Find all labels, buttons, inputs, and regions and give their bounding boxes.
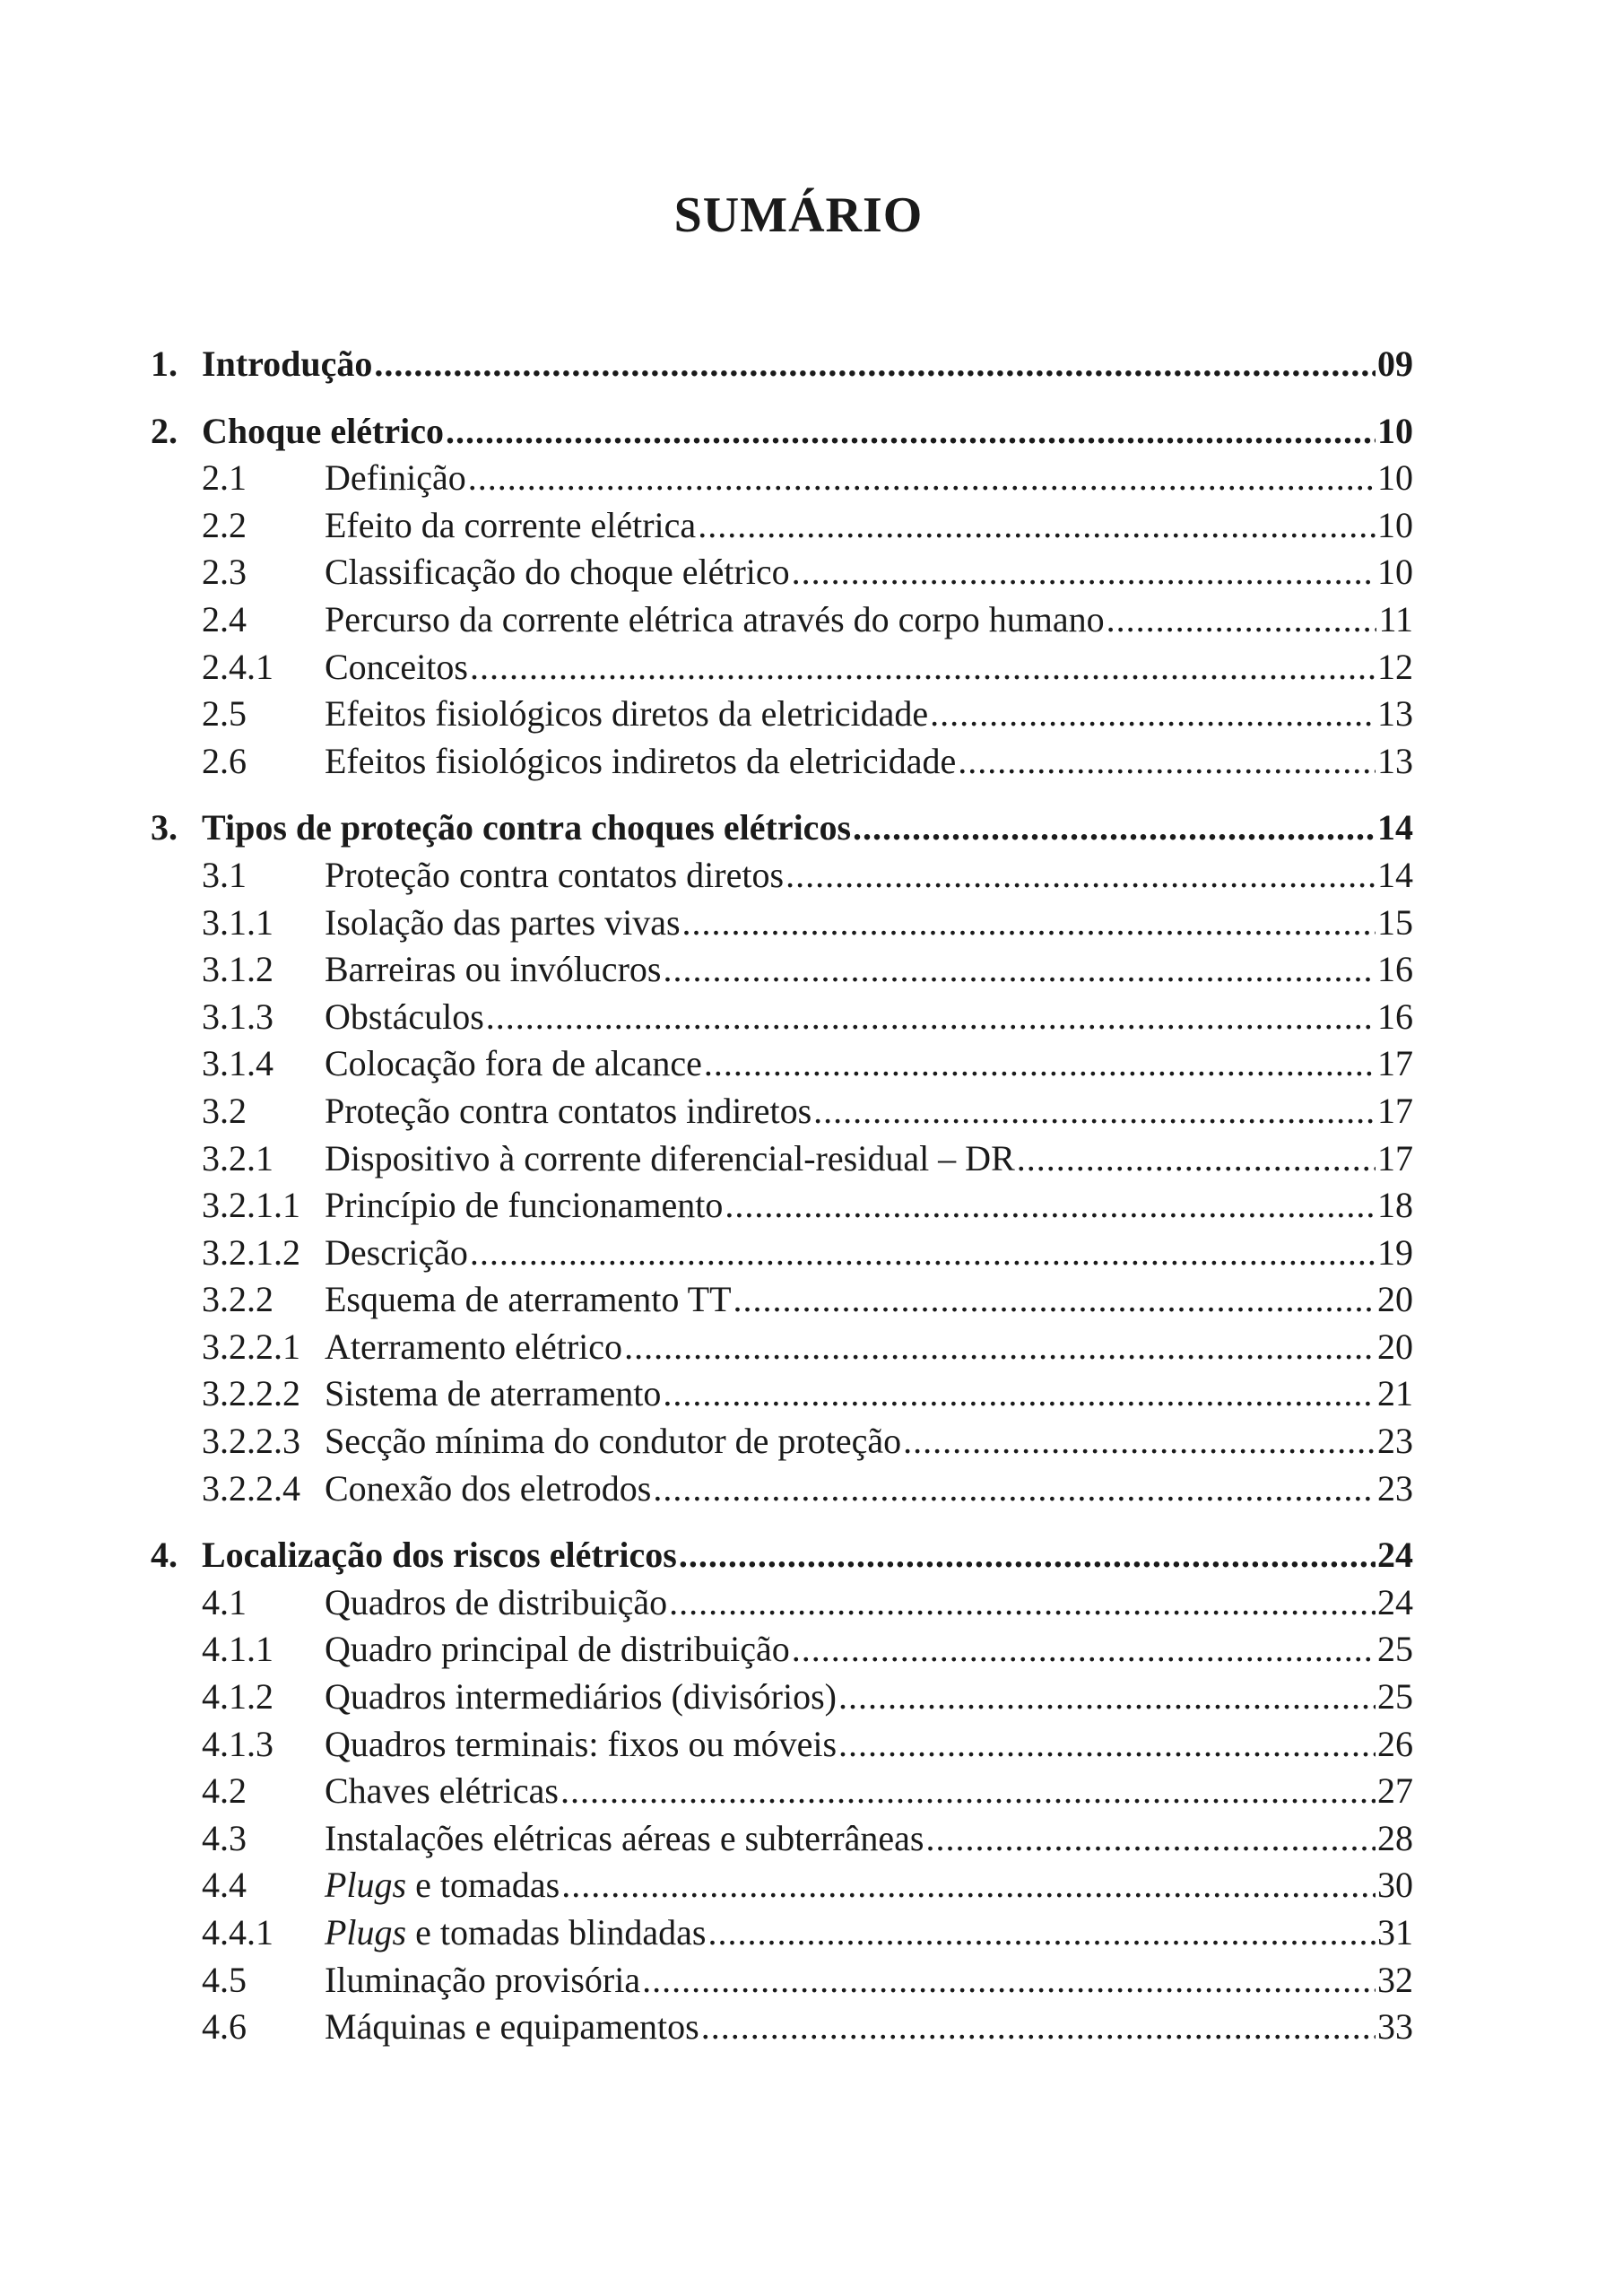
subsection-title: Quadros intermediários (divisórios) [325, 1676, 837, 1718]
toc-subsection-entry[interactable] [151, 900, 1413, 947]
subsection-number: 2.4.1 [202, 646, 273, 687]
chapter-number: 4. [151, 1535, 178, 1576]
subsection-number: 4.2 [202, 1770, 247, 1812]
chapter-number: 3. [151, 807, 178, 848]
dot-leader [468, 455, 1376, 502]
subsection-number: 3.2.1.1 [202, 1185, 300, 1226]
dot-leader [663, 1370, 1376, 1418]
dot-leader [682, 900, 1376, 947]
subsection-title: Colocação fora de alcance [325, 1043, 702, 1084]
subsection-number: 4.1 [202, 1581, 247, 1622]
subsection-number: 3.2.2 [202, 1279, 273, 1320]
subsection-title: Definição [325, 457, 466, 499]
toc-section [151, 804, 1413, 1512]
dot-leader [792, 549, 1376, 596]
dot-leader [663, 946, 1376, 994]
toc-subsection-entry[interactable] [151, 1768, 1413, 1815]
toc-subsection-entry[interactable] [151, 1135, 1413, 1183]
dot-leader [704, 1040, 1376, 1088]
dot-leader [785, 852, 1376, 900]
page-number: 20 [1377, 1279, 1413, 1320]
page-number: 25 [1377, 1629, 1413, 1670]
page-number: 16 [1377, 996, 1413, 1037]
toc-subsection-entry[interactable] [151, 1324, 1413, 1371]
subsection-number: 4.1.3 [202, 1723, 273, 1764]
dot-leader [792, 1626, 1376, 1674]
page-number: 28 [1377, 1817, 1413, 1858]
page-number: 33 [1377, 2006, 1413, 2048]
subsection-title: Instalações elétricas aéreas e subterrâneas [325, 1817, 924, 1858]
subsection-number: 4.3 [202, 1817, 247, 1858]
subsection-title [325, 1862, 560, 1909]
page-number: 11 [1378, 598, 1413, 639]
subsection-number: 2.1 [202, 457, 247, 499]
dot-leader [642, 1957, 1376, 2005]
page-number: 10 [1377, 504, 1413, 545]
subsection-title: Máquinas e equipamentos [325, 2006, 699, 2048]
dot-leader [486, 994, 1376, 1041]
dot-leader [733, 1276, 1376, 1324]
subsection-number: 3.2.2.4 [202, 1467, 300, 1509]
subsection-number: 3.2 [202, 1090, 247, 1131]
dot-leader [958, 738, 1376, 786]
subsection-title: Obstáculos [325, 996, 484, 1037]
subsection-title: Proteção contra contatos indiretos [325, 1090, 812, 1131]
dot-leader [560, 1768, 1376, 1815]
toc-subsection-entry[interactable] [151, 1465, 1413, 1513]
subsection-title: Proteção contra contatos diretos [325, 854, 785, 895]
subsection-number: 4.4 [202, 1865, 247, 1906]
subsection-number: 4.1.1 [202, 1629, 273, 1670]
dot-leader [838, 1674, 1376, 1721]
subsection-title: Secção mínima do condutor de proteção [325, 1421, 902, 1462]
page-number: 16 [1377, 949, 1413, 990]
toc-subsection-entry[interactable] [151, 852, 1413, 900]
toc-chapter-entry[interactable] [151, 341, 1413, 388]
subsection-number: 3.1.4 [202, 1043, 273, 1084]
subsection-number: 2.4 [202, 598, 247, 639]
dot-leader [1107, 596, 1377, 644]
toc-subsection-entry[interactable] [151, 1182, 1413, 1230]
toc-section [151, 341, 1413, 388]
subsection-title: Efeitos fisiológicos diretos da eletricidade [325, 693, 929, 735]
toc-subsection-entry[interactable] [151, 1862, 1413, 1909]
toc-subsection-entry[interactable] [151, 1418, 1413, 1465]
page-number: 20 [1377, 1326, 1413, 1367]
dot-leader [470, 644, 1376, 691]
toc-subsection-entry[interactable] [151, 596, 1413, 644]
subsection-title: Chaves elétricas [325, 1770, 559, 1812]
toc-subsection-entry[interactable] [151, 455, 1413, 502]
page-number: 21 [1377, 1373, 1413, 1414]
toc-chapter-entry[interactable] [151, 408, 1413, 456]
page-number: 24 [1377, 1581, 1413, 1622]
subsection-number: 3.1.2 [202, 949, 273, 990]
dot-leader [853, 804, 1376, 852]
page-number: 17 [1377, 1043, 1413, 1084]
dot-leader [669, 1579, 1376, 1627]
subsection-title: Quadro principal de distribuição [325, 1629, 790, 1670]
page-number: 14 [1377, 854, 1413, 895]
chapter-title: Introdução [202, 344, 373, 384]
toc-subsection-entry[interactable] [151, 691, 1413, 738]
toc-subsection-entry[interactable] [151, 1088, 1413, 1135]
page-number: 26 [1377, 1723, 1413, 1764]
dot-leader [561, 1862, 1376, 1909]
toc-subsection-entry[interactable] [151, 549, 1413, 596]
chapter-title: Localização dos riscos elétricos [202, 1535, 677, 1576]
subsection-number: 3.2.1 [202, 1137, 273, 1178]
toc-subsection-entry[interactable] [151, 1230, 1413, 1277]
toc-subsection-entry[interactable] [151, 1626, 1413, 1674]
subsection-title-rest: e tomadas [406, 1865, 560, 1906]
page-number: 30 [1377, 1865, 1413, 1906]
dot-leader [725, 1182, 1376, 1230]
subsection-title: Efeitos fisiológicos indiretos da eletricidade [325, 740, 957, 781]
toc-chapter-entry[interactable] [151, 1532, 1413, 1579]
dot-leader [813, 1088, 1376, 1135]
subsection-number: 4.1.2 [202, 1676, 273, 1718]
subsection-number: 4.6 [202, 2006, 247, 2048]
page-number: 10 [1377, 552, 1413, 593]
page-number: 12 [1377, 646, 1413, 687]
subsection-number: 3.2.2.1 [202, 1326, 300, 1367]
subsection-number: 3.1 [202, 854, 247, 895]
toc-subsection-entry[interactable] [151, 1674, 1413, 1721]
dot-leader [698, 502, 1376, 550]
page-number: 09 [1377, 344, 1413, 384]
page-number: 13 [1377, 740, 1413, 781]
subsection-number: 2.3 [202, 552, 247, 593]
subsection-title [325, 1909, 706, 1957]
subsection-title: Dispositivo à corrente diferencial-residual – DR [325, 1137, 1015, 1178]
page-number: 17 [1377, 1137, 1413, 1178]
subsection-number: 2.5 [202, 693, 247, 735]
subsection-title: Sistema de aterramento [325, 1373, 662, 1414]
toc-chapter-entry[interactable] [151, 804, 1413, 852]
toc-subsection-entry[interactable] [151, 1579, 1413, 1627]
page-number: 18 [1377, 1185, 1413, 1226]
toc-subsection-entry[interactable] [151, 1370, 1413, 1418]
subsection-title: Barreiras ou invólucros [325, 949, 662, 990]
chapter-title: Tipos de proteção contra choques elétricos [202, 807, 852, 848]
subsection-title: Isolação das partes vivas [325, 901, 681, 943]
subsection-number: 3.2.1.2 [202, 1231, 300, 1273]
toc-section [151, 1532, 1413, 2051]
dot-leader [707, 1909, 1376, 1957]
toc-section [151, 408, 1413, 786]
toc-subsection-entry[interactable] [151, 994, 1413, 1041]
subsection-number: 4.5 [202, 1959, 247, 2000]
page-number: 23 [1377, 1421, 1413, 1462]
subsection-title-italic: Plugs [325, 1865, 407, 1906]
subsection-title-rest: e tomadas blindadas [406, 1912, 707, 1952]
subsection-number: 2.2 [202, 504, 247, 545]
subsection-title: Princípio de funcionamento [325, 1185, 724, 1226]
subsection-title: Aterramento elétrico [325, 1326, 623, 1367]
toc-subsection-entry[interactable] [151, 2004, 1413, 2051]
subsection-number: 3.1.1 [202, 901, 273, 943]
page-number: 14 [1377, 807, 1413, 848]
toc-subsection-entry[interactable] [151, 1909, 1413, 1957]
page-number: 24 [1377, 1535, 1413, 1576]
chapter-number: 1. [151, 344, 178, 384]
page-title: SUMÁRIO [673, 187, 924, 243]
toc-subsection-entry[interactable] [151, 1040, 1413, 1088]
subsection-title: Classificação do choque elétrico [325, 552, 790, 593]
toc-subsection-entry[interactable] [151, 738, 1413, 786]
dot-leader [926, 1815, 1376, 1863]
subsection-title: Conexão dos eletrodos [325, 1467, 652, 1509]
dot-leader [624, 1324, 1376, 1371]
subsection-number: 4.4.1 [202, 1912, 273, 1952]
dot-leader [930, 691, 1376, 738]
toc-subsection-entry[interactable] [151, 644, 1413, 691]
page-number: 31 [1377, 1912, 1413, 1952]
dot-leader [679, 1532, 1376, 1579]
toc-subsection-entry[interactable] [151, 1957, 1413, 2005]
page-number: 13 [1377, 693, 1413, 735]
subsection-title: Quadros de distribuição [325, 1581, 668, 1622]
page-number: 19 [1377, 1231, 1413, 1273]
page-number: 25 [1377, 1676, 1413, 1718]
page-number: 10 [1377, 457, 1413, 499]
toc-subsection-entry[interactable] [151, 1721, 1413, 1769]
dot-leader [446, 408, 1376, 456]
table-of-contents [151, 341, 1413, 2071]
chapter-title: Choque elétrico [202, 410, 444, 451]
toc-subsection-entry[interactable] [151, 946, 1413, 994]
chapter-number: 2. [151, 410, 178, 451]
subsection-title: Quadros terminais: fixos ou móveis [325, 1723, 838, 1764]
subsection-title: Percurso da corrente elétrica através do corpo humano [325, 598, 1105, 639]
toc-subsection-entry[interactable] [151, 502, 1413, 550]
dot-leader [903, 1418, 1376, 1465]
toc-subsection-entry[interactable] [151, 1276, 1413, 1324]
subsection-title: Efeito da corrente elétrica [325, 504, 697, 545]
dot-leader [838, 1721, 1376, 1769]
subsection-number: 3.1.3 [202, 996, 273, 1037]
subsection-number: 2.6 [202, 740, 247, 781]
page-number: 23 [1377, 1467, 1413, 1509]
dot-leader [470, 1230, 1376, 1277]
page-number: 32 [1377, 1959, 1413, 2000]
subsection-title: Descrição [325, 1231, 468, 1273]
page-number: 27 [1377, 1770, 1413, 1812]
page-number: 10 [1377, 410, 1413, 451]
subsection-title-italic: Plugs [325, 1912, 407, 1952]
dot-leader [1017, 1135, 1376, 1183]
page-number: 17 [1377, 1090, 1413, 1131]
page-number: 15 [1377, 901, 1413, 943]
toc-subsection-entry[interactable] [151, 1815, 1413, 1863]
subsection-number: 3.2.2.2 [202, 1373, 300, 1414]
subsection-title: Iluminação provisória [325, 1959, 641, 2000]
subsection-number: 3.2.2.3 [202, 1421, 300, 1462]
subsection-title: Esquema de aterramento TT [325, 1279, 732, 1320]
dot-leader [701, 2004, 1376, 2051]
dot-leader [653, 1465, 1376, 1513]
dot-leader [374, 341, 1376, 388]
subsection-title: Conceitos [325, 646, 468, 687]
